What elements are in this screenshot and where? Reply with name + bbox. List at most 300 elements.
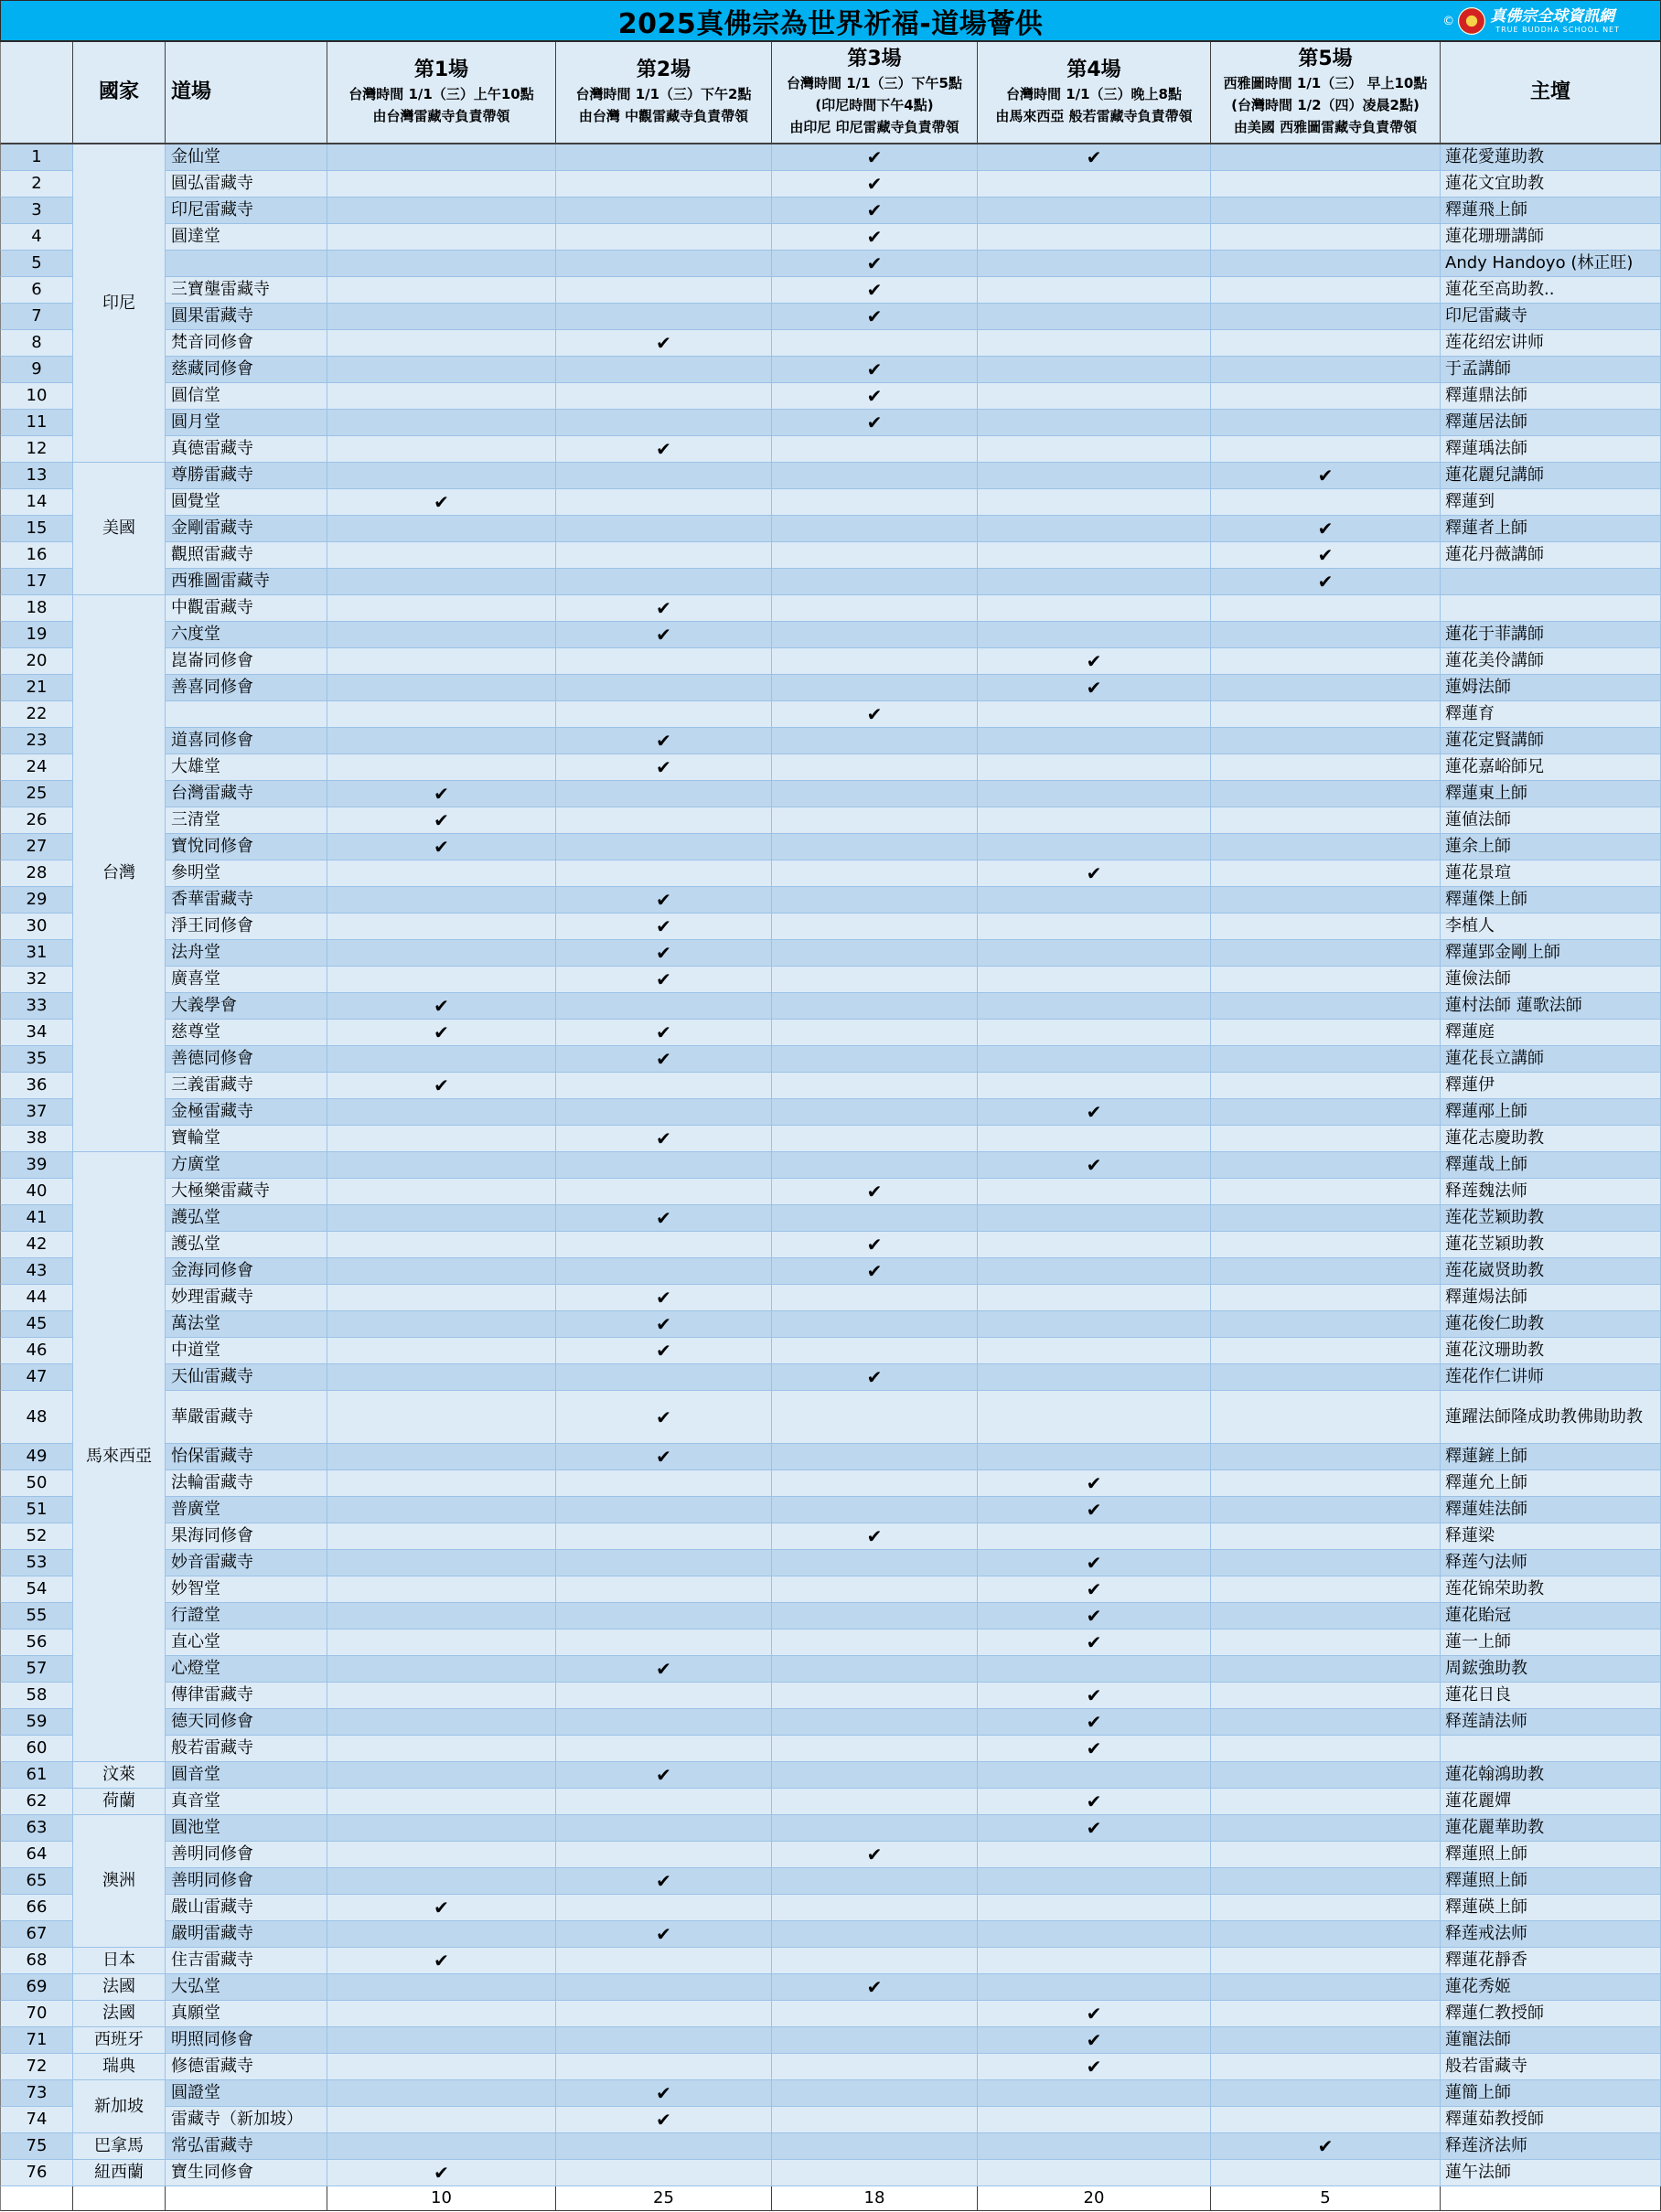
row-number: 48: [0, 1391, 73, 1444]
row-number: 21: [0, 675, 73, 701]
row-number: 12: [0, 436, 73, 463]
session-detail: (台灣時間 1/2（四）凌晨2點): [1231, 97, 1420, 113]
session-5-cell: [1211, 224, 1441, 251]
host-name: 释莲請法师: [1441, 1709, 1661, 1736]
session-5-cell: [1211, 1709, 1441, 1736]
check-icon: ✔: [656, 968, 671, 990]
session-1-cell: [327, 1576, 556, 1603]
check-icon: ✔: [656, 1658, 671, 1680]
session-5-cell: [1211, 1656, 1441, 1683]
session-4-cell: [978, 436, 1211, 463]
session-5-cell: [1211, 1815, 1441, 1842]
session-2-cell: [556, 1046, 772, 1073]
row-number: 26: [0, 807, 73, 834]
session-4-cell: [978, 2080, 1211, 2107]
session-5-cell: [1211, 1258, 1441, 1285]
session-5-cell: [1211, 1470, 1441, 1497]
session-5-cell: [1211, 914, 1441, 940]
session-1-cell: [327, 1550, 556, 1576]
row-number: 8: [0, 330, 73, 357]
session-4-cell: [978, 224, 1211, 251]
row-number: 19: [0, 622, 73, 648]
check-icon: ✔: [434, 1074, 449, 1096]
session-2-cell: [556, 1099, 772, 1126]
session-3-cell: [772, 914, 978, 940]
row-number: 3: [0, 198, 73, 224]
host-name: 蓮花珊珊講師: [1441, 224, 1661, 251]
session-label: 第3場: [847, 48, 902, 70]
temple-name: 寶生同修會: [166, 2160, 327, 2186]
check-icon: ✔: [656, 1127, 671, 1149]
logo-text: [1490, 7, 1620, 35]
session-1-cell: [327, 887, 556, 914]
host-name: 蓮花長立講師: [1441, 1046, 1661, 1073]
temple-name: 圓果雷藏寺: [166, 304, 327, 330]
session-header-2: [556, 42, 772, 144]
session-2-cell: [556, 1152, 772, 1179]
host-name: 釋蓮傑上師: [1441, 887, 1661, 914]
session-5-cell: [1211, 834, 1441, 860]
session-3-cell: [772, 807, 978, 834]
temple-name: 護弘堂: [166, 1205, 327, 1232]
temple-name: 妙智堂: [166, 1576, 327, 1603]
temple-name: 華嚴雷藏寺: [166, 1391, 327, 1444]
host-name: 蓮午法師: [1441, 2160, 1661, 2186]
session-5-cell: [1211, 489, 1441, 516]
host-name: 釋蓮鼎法師: [1441, 383, 1661, 410]
session-5-cell: [1211, 277, 1441, 304]
check-icon: ✔: [656, 624, 671, 646]
session-4-cell: [978, 383, 1211, 410]
row-number: 34: [0, 1020, 73, 1046]
check-icon: ✔: [866, 1525, 883, 1547]
temple-name: 觀照雷藏寺: [166, 542, 327, 569]
session-2-cell: [556, 1364, 772, 1391]
session-2-cell: [556, 1815, 772, 1842]
temple-name: 行證堂: [166, 1603, 327, 1630]
row-number: 56: [0, 1630, 73, 1656]
check-icon: ✔: [656, 942, 671, 964]
session-1-cell: [327, 1789, 556, 1815]
session-1-cell: [327, 675, 556, 701]
row-number: 23: [0, 728, 73, 754]
temple-name: 大雄堂: [166, 754, 327, 781]
temple-name: 印尼雷藏寺: [166, 198, 327, 224]
session-4-cell: [978, 1020, 1211, 1046]
session-3-cell: [772, 2160, 978, 2186]
session-2-cell: [556, 860, 772, 887]
temple-name: 真願堂: [166, 2001, 327, 2027]
session-4-cell: [978, 1762, 1211, 1789]
check-icon: ✔: [1086, 1790, 1102, 1812]
session-3-cell: [772, 1046, 978, 1073]
session-4-cell: [978, 2027, 1211, 2054]
session-5-cell: [1211, 569, 1441, 595]
session-3-cell: [772, 1285, 978, 1311]
session-1-cell: [327, 1868, 556, 1895]
session-5-cell: [1211, 2080, 1441, 2107]
check-icon: ✔: [1086, 1605, 1102, 1627]
session-1-cell: [327, 542, 556, 569]
host-name: 莲花绍宏讲师: [1441, 330, 1661, 357]
row-number: 43: [0, 1258, 73, 1285]
session-3-cell: [772, 1736, 978, 1762]
session-4-cell: [978, 1046, 1211, 1073]
session-3-cell: [772, 1709, 978, 1736]
row-number: 58: [0, 1683, 73, 1709]
session-4-cell: [978, 754, 1211, 781]
session-4-cell: [978, 198, 1211, 224]
session-1-cell: [327, 1630, 556, 1656]
session-2-cell: [556, 807, 772, 834]
session-1-cell: [327, 1497, 556, 1523]
session-1-cell: [327, 1656, 556, 1683]
session-3-cell: [772, 2054, 978, 2080]
session-3-cell: [772, 1338, 978, 1364]
session-5-cell: [1211, 701, 1441, 728]
temple-name: 善明同修會: [166, 1868, 327, 1895]
session-3-cell: [772, 728, 978, 754]
session-1-cell: [327, 1391, 556, 1444]
session-2-cell: [556, 1020, 772, 1046]
session-5-cell: [1211, 1073, 1441, 1099]
session-4-cell: [978, 1736, 1211, 1762]
session-4-cell: [978, 701, 1211, 728]
session-4-cell: [978, 2107, 1211, 2133]
row-number: 38: [0, 1126, 73, 1152]
temple-name: 雷藏寺（新加坡）: [166, 2107, 327, 2133]
session-5-cell: [1211, 357, 1441, 383]
session-header-4: [978, 42, 1211, 144]
session-3-cell: [772, 887, 978, 914]
session-2-cell: [556, 2160, 772, 2186]
session-label: 第1場: [413, 59, 469, 81]
session-header-5: [1211, 42, 1441, 144]
country-cell: [73, 2001, 166, 2027]
session-5-cell: [1211, 2027, 1441, 2054]
temple-name: 參明堂: [166, 860, 327, 887]
country-name: 紐西蘭: [94, 2163, 144, 2182]
row-number: 1: [0, 144, 73, 171]
country-name: 日本: [102, 1950, 135, 1970]
session-4-cell: [978, 1921, 1211, 1948]
session-4-cell: [978, 251, 1211, 277]
row-number: 53: [0, 1550, 73, 1576]
session-1-cell: [327, 330, 556, 357]
session-4-cell: [978, 1576, 1211, 1603]
session-2-cell: [556, 542, 772, 569]
session-4-cell: [978, 2160, 1211, 2186]
session-2-cell: [556, 781, 772, 807]
host-name: 蓮花秀姬: [1441, 1974, 1661, 2001]
session-3-cell: [772, 330, 978, 357]
temple-name: 圓音堂: [166, 1762, 327, 1789]
session-3-cell: [772, 1523, 978, 1550]
host-name: 釋蓮瑀法師: [1441, 436, 1661, 463]
session-2-cell: [556, 516, 772, 542]
temple-name: 金海同修會: [166, 1258, 327, 1285]
check-icon: ✔: [656, 889, 671, 911]
host-name: 釋蓮伊: [1441, 1073, 1661, 1099]
host-name: [1441, 595, 1661, 622]
session-5-cell: [1211, 940, 1441, 967]
host-name: 釋蓮飛上師: [1441, 198, 1661, 224]
session-2-cell: [556, 1736, 772, 1762]
session-4-cell: [978, 1974, 1211, 2001]
row-number: 5: [0, 251, 73, 277]
session-1-cell: [327, 357, 556, 383]
session-1-cell: [327, 2080, 556, 2107]
row-number: 57: [0, 1656, 73, 1683]
session-4-cell: [978, 1444, 1211, 1470]
session-3-cell: [772, 569, 978, 595]
check-icon: ✔: [866, 199, 883, 221]
check-icon: ✔: [434, 836, 449, 858]
session-3-cell: [772, 1815, 978, 1842]
check-icon: ✔: [656, 1021, 671, 1043]
session-4-cell: [978, 277, 1211, 304]
session-4-cell: [978, 1709, 1211, 1736]
host-name: 蓮花景瑄: [1441, 860, 1661, 887]
session-3-cell: [772, 2027, 978, 2054]
session-1-cell: [327, 1232, 556, 1258]
temple-name: 果海同修會: [166, 1523, 327, 1550]
row-number: 44: [0, 1285, 73, 1311]
check-icon: ✔: [866, 1976, 883, 1998]
session-4-cell: [978, 1285, 1211, 1311]
session-detail: 由美國 西雅圖雷藏寺負責帶領: [1233, 119, 1418, 135]
temple-name: 金仙堂: [166, 144, 327, 171]
host-name: 莲花锦荣助教: [1441, 1576, 1661, 1603]
session-2-cell: [556, 1550, 772, 1576]
row-number: 55: [0, 1603, 73, 1630]
session-1-cell: [327, 1470, 556, 1497]
session-2-cell: [556, 489, 772, 516]
session-2-cell: [556, 834, 772, 860]
host-name: 于孟講師: [1441, 357, 1661, 383]
session-5-cell: [1211, 1338, 1441, 1364]
session-1-cell: [327, 463, 556, 489]
session-3-cell: [772, 940, 978, 967]
check-icon: ✔: [1317, 2135, 1334, 2157]
session-2-cell: [556, 410, 772, 436]
site-logo: [1442, 5, 1620, 37]
host-name: 蓮余上師: [1441, 834, 1661, 860]
temple-name: 德天同修會: [166, 1709, 327, 1736]
session-1-cell: [327, 171, 556, 198]
session-2-cell: [556, 967, 772, 993]
check-icon: ✔: [866, 146, 883, 168]
host-name: 般若雷藏寺: [1441, 2054, 1661, 2080]
check-icon: ✔: [434, 491, 449, 513]
country-name: 印尼: [102, 293, 135, 313]
host-name: 蓮花至高助教..: [1441, 277, 1661, 304]
host-name: 釋蓮照上師: [1441, 1868, 1661, 1895]
copyright-symbol: ©: [1442, 14, 1455, 28]
row-number: 50: [0, 1470, 73, 1497]
host-name: 释莲戒法师: [1441, 1921, 1661, 1948]
temple-name: 天仙雷藏寺: [166, 1364, 327, 1391]
session-3-cell: [772, 1497, 978, 1523]
session-2-cell: [556, 1762, 772, 1789]
row-number: 69: [0, 1974, 73, 2001]
host-name: 莲花作仁讲师: [1441, 1364, 1661, 1391]
session-4-cell: [978, 940, 1211, 967]
session-2-cell: [556, 595, 772, 622]
country-name: 荷蘭: [102, 1791, 135, 1811]
temple-name: 修德雷藏寺: [166, 2054, 327, 2080]
row-number: 49: [0, 1444, 73, 1470]
check-icon: ✔: [656, 1405, 671, 1428]
temple-name: [166, 701, 327, 728]
session-1-cell: [327, 1364, 556, 1391]
session-detail: 由馬來西亞 般若雷藏寺負責帶領: [995, 108, 1193, 124]
session-5-cell: [1211, 1842, 1441, 1868]
session-5-cell: [1211, 463, 1441, 489]
host-name: 蓮花苙穎助教: [1441, 1232, 1661, 1258]
session-detail: 由印尼 印尼雷藏寺負責帶領: [789, 119, 959, 135]
host-name: 蓮簡上師: [1441, 2080, 1661, 2107]
session-3-cell: [772, 144, 978, 171]
session-detail: 台灣時間 1/1（三）下午5點: [786, 75, 962, 91]
session-3-cell: [772, 1683, 978, 1709]
session-1-cell: [327, 2133, 556, 2160]
session-5-cell: [1211, 198, 1441, 224]
session-3-cell: [772, 1470, 978, 1497]
session-1-cell: [327, 728, 556, 754]
session-4-cell: [978, 357, 1211, 383]
host-name: 釋蓮哉上師: [1441, 1152, 1661, 1179]
session-1-cell: [327, 1179, 556, 1205]
check-icon: ✔: [1317, 544, 1334, 566]
row-number: 61: [0, 1762, 73, 1789]
host-name: 释莲魏法师: [1441, 1179, 1661, 1205]
session-2-cell: [556, 675, 772, 701]
session-3-cell: [772, 2001, 978, 2027]
session-5-cell: [1211, 1046, 1441, 1073]
session-4-cell: [978, 1073, 1211, 1099]
offering-schedule-table: [0, 42, 1661, 2211]
host-name: 釋蓮煬法師: [1441, 1285, 1661, 1311]
row-number: 7: [0, 304, 73, 330]
country-name: 法國: [102, 1977, 135, 1996]
check-icon: ✔: [1086, 1101, 1102, 1123]
temple-name: 心燈堂: [166, 1656, 327, 1683]
session-1-cell: [327, 834, 556, 860]
session-2-cell: [556, 622, 772, 648]
check-icon: ✔: [434, 995, 449, 1017]
temple-name: 道喜同修會: [166, 728, 327, 754]
session-5-cell: [1211, 1895, 1441, 1921]
host-name: 蓮花貽冠: [1441, 1603, 1661, 1630]
session-4-cell: [978, 410, 1211, 436]
session-5-cell: [1211, 1391, 1441, 1444]
host-name: 印尼雷藏寺: [1441, 304, 1661, 330]
temple-name: 護弘堂: [166, 1232, 327, 1258]
session-4-cell: [978, 1523, 1211, 1550]
session-1-cell: [327, 781, 556, 807]
session-2-cell: [556, 383, 772, 410]
temple-name: 圓月堂: [166, 410, 327, 436]
temple-name: 慈藏同修會: [166, 357, 327, 383]
check-icon: ✔: [656, 332, 671, 354]
session-5-cell: [1211, 622, 1441, 648]
session-5-cell: [1211, 171, 1441, 198]
country-cell: [73, 2054, 166, 2080]
row-number: 76: [0, 2160, 73, 2186]
row-number: 17: [0, 569, 73, 595]
session-3-cell: [772, 2107, 978, 2133]
header-country: 國家: [73, 42, 166, 144]
row-number: 66: [0, 1895, 73, 1921]
temple-name: 圓證堂: [166, 2080, 327, 2107]
host-name: 蓮花文宜助教: [1441, 171, 1661, 198]
session-4-cell: [978, 1232, 1211, 1258]
check-icon: ✔: [866, 1366, 883, 1388]
row-number: 13: [0, 463, 73, 489]
total-session-1: 10: [327, 2186, 556, 2211]
session-1-cell: [327, 807, 556, 834]
host-name: 蓮花愛蓮助教: [1441, 144, 1661, 171]
host-name: 釋蓮仁教授師: [1441, 2001, 1661, 2027]
host-name: 李植人: [1441, 914, 1661, 940]
host-name: 蓮花麗華助教: [1441, 1815, 1661, 1842]
host-name: 蓮花麗嬋: [1441, 1789, 1661, 1815]
session-2-cell: [556, 1868, 772, 1895]
session-3-cell: [772, 1205, 978, 1232]
country-cell: [73, 1762, 166, 1789]
session-1-cell: [327, 304, 556, 330]
host-name: 莲花苙颖助教: [1441, 1205, 1661, 1232]
row-number: 47: [0, 1364, 73, 1391]
session-detail: 台灣時間 1/1（三）晚上8點: [1005, 86, 1182, 102]
session-1-cell: [327, 595, 556, 622]
session-2-cell: [556, 2107, 772, 2133]
session-5-cell: [1211, 675, 1441, 701]
check-icon: ✔: [434, 1897, 449, 1918]
session-4-cell: [978, 542, 1211, 569]
temple-name: 大極樂雷藏寺: [166, 1179, 327, 1205]
session-2-cell: [556, 1311, 772, 1338]
row-number: 2: [0, 171, 73, 198]
session-header-3: [772, 42, 978, 144]
check-icon: ✔: [1086, 650, 1102, 672]
check-icon: ✔: [656, 1287, 671, 1309]
session-1-cell: [327, 1921, 556, 1948]
temple-name: 圓信堂: [166, 383, 327, 410]
session-5-cell: [1211, 1099, 1441, 1126]
host-name: 蓮寵法師: [1441, 2027, 1661, 2054]
country-name: 法國: [102, 2004, 135, 2023]
host-name: 釋蓮鏟上師: [1441, 1444, 1661, 1470]
temple-name: 金極雷藏寺: [166, 1099, 327, 1126]
row-number: 41: [0, 1205, 73, 1232]
row-number: 6: [0, 277, 73, 304]
header-number-cell: [0, 42, 73, 144]
session-2-cell: [556, 1842, 772, 1868]
session-4-cell: [978, 1868, 1211, 1895]
session-2-cell: [556, 330, 772, 357]
session-3-cell: [772, 595, 978, 622]
session-2-cell: [556, 1523, 772, 1550]
session-3-cell: [772, 1603, 978, 1630]
temple-name: 中道堂: [166, 1338, 327, 1364]
host-name: 蓮一上師: [1441, 1630, 1661, 1656]
session-3-cell: [772, 2080, 978, 2107]
session-5-cell: [1211, 1630, 1441, 1656]
session-4-cell: [978, 1099, 1211, 1126]
session-5-cell: [1211, 728, 1441, 754]
